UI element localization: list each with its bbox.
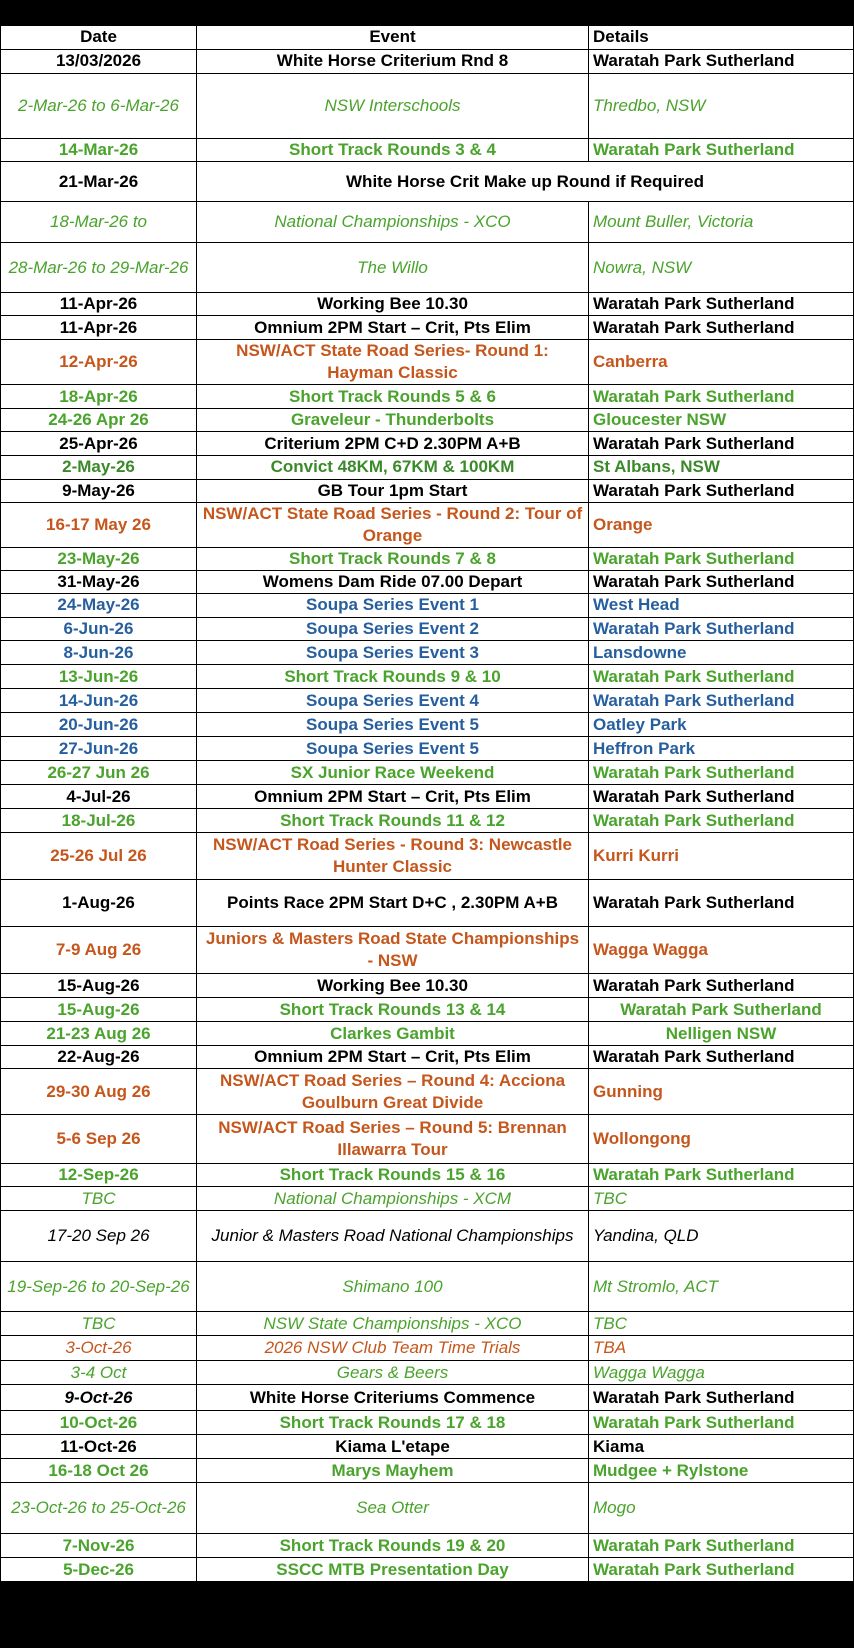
date-cell: 27-Jun-26	[1, 737, 197, 761]
date-cell: 11-Apr-26	[1, 293, 197, 316]
event-cell: Clarkes Gambit	[197, 1022, 589, 1046]
date-cell: 9-May-26	[1, 479, 197, 502]
empty-cell	[589, 1606, 854, 1632]
details-cell: Gunning	[589, 1069, 854, 1115]
table-row	[1, 1411, 854, 1435]
date-cell: 26-27 Jun 26	[1, 761, 197, 785]
details-cell: Waratah Park Sutherland	[589, 547, 854, 570]
event-cell: Short Track Rounds 13 & 14	[197, 998, 589, 1022]
event-cell: NSW/ACT Road Series – Round 5: Brennan Illawarra Tour	[197, 1115, 589, 1164]
event-cell: Kiama L'etape	[197, 1435, 589, 1459]
table-row	[1, 243, 854, 293]
event-cell: Omnium 2PM Start – Crit, Pts Elim	[197, 316, 589, 340]
table-row	[1, 594, 854, 618]
details-cell: Wagga Wagga	[589, 927, 854, 974]
table-row	[1, 74, 854, 139]
event-cell: National Championships - XCO	[197, 202, 589, 243]
date-cell: 15-Aug-26	[1, 998, 197, 1022]
details-cell: Gloucester NSW	[589, 409, 854, 432]
header-row	[1, 26, 854, 50]
date-cell: 14-Mar-26	[1, 139, 197, 162]
event-cell: Soupa Series Event 5	[197, 737, 589, 761]
details-cell: Waratah Park Sutherland	[589, 1534, 854, 1558]
date-cell: 25-Apr-26	[1, 432, 197, 456]
date-cell: TBC	[1, 1187, 197, 1211]
table-row	[1, 618, 854, 641]
event-cell: Working Bee 10.30	[197, 293, 589, 316]
date-cell: 23-May-26	[1, 547, 197, 570]
event-cell: Soupa Series Event 1	[197, 594, 589, 618]
event-cell: Short Track Rounds 3 & 4	[197, 139, 589, 162]
top-black-band	[0, 0, 854, 25]
table-row	[1, 1435, 854, 1459]
table-row	[1, 1385, 854, 1411]
details-cell: Waratah Park Sutherland	[589, 618, 854, 641]
empty-cell	[589, 1582, 854, 1606]
event-cell: The Willo	[197, 243, 589, 293]
date-cell: 12-Apr-26	[1, 340, 197, 385]
table-row	[1, 202, 854, 243]
table-row	[1, 974, 854, 998]
empty-row	[1, 1582, 854, 1606]
event-cell: Short Track Rounds 15 & 16	[197, 1164, 589, 1187]
event-cell: Working Bee 10.30	[197, 974, 589, 998]
details-cell: Waratah Park Sutherland	[589, 1164, 854, 1187]
event-cell: NSW/ACT State Road Series- Round 1: Hayman Classic	[197, 340, 589, 385]
date-cell: 31-May-26	[1, 570, 197, 593]
event-cell: Short Track Rounds 11 & 12	[197, 809, 589, 833]
table-row	[1, 809, 854, 833]
events-body	[1, 50, 854, 1582]
table-row	[1, 1558, 854, 1582]
event-cell: Gears & Beers	[197, 1361, 589, 1385]
event-cell: Soupa Series Event 5	[197, 713, 589, 737]
date-cell: 5-Dec-26	[1, 1558, 197, 1582]
event-cell: NSW/ACT Road Series – Round 4: Acciona Goulburn Great Divide	[197, 1069, 589, 1115]
date-cell: 2-Mar-26 to 6-Mar-26	[1, 74, 197, 139]
date-cell: 4-Jul-26	[1, 785, 197, 809]
event-cell: NSW State Championships - XCO	[197, 1312, 589, 1336]
table-row	[1, 713, 854, 737]
event-cell: Sea Otter	[197, 1483, 589, 1534]
event-cell: Omnium 2PM Start – Crit, Pts Elim	[197, 785, 589, 809]
table-row	[1, 479, 854, 502]
table-row	[1, 1164, 854, 1187]
header-date: Date	[1, 26, 197, 50]
details-cell: Waratah Park Sutherland	[589, 139, 854, 162]
event-cell: Graveleur - Thunderbolts	[197, 409, 589, 432]
details-cell: Waratah Park Sutherland	[589, 761, 854, 785]
table-row	[1, 547, 854, 570]
date-cell: 1-Aug-26	[1, 880, 197, 927]
details-cell: Waratah Park Sutherland	[589, 880, 854, 927]
date-cell: 3-4 Oct	[1, 1361, 197, 1385]
details-cell: Waratah Park Sutherland	[589, 385, 854, 409]
date-cell: 18-Apr-26	[1, 385, 197, 409]
date-cell: 3-Oct-26	[1, 1336, 197, 1361]
header-event: Event	[197, 26, 589, 50]
table-row	[1, 665, 854, 689]
event-cell: Points Race 2PM Start D+C , 2.30PM A+B	[197, 880, 589, 927]
event-cell: Soupa Series Event 3	[197, 641, 589, 665]
date-cell: 7-9 Aug 26	[1, 927, 197, 974]
table-row	[1, 1187, 854, 1211]
table-row	[1, 385, 854, 409]
details-cell: TBC	[589, 1312, 854, 1336]
date-cell: 6-Jun-26	[1, 618, 197, 641]
details-cell: Mogo	[589, 1483, 854, 1534]
event-cell: Short Track Rounds 9 & 10	[197, 665, 589, 689]
table-row	[1, 927, 854, 974]
details-cell: West Head	[589, 594, 854, 618]
date-cell: 23-Oct-26 to 25-Oct-26	[1, 1483, 197, 1534]
table-row	[1, 880, 854, 927]
event-cell: Short Track Rounds 19 & 20	[197, 1534, 589, 1558]
date-cell: TBC	[1, 1312, 197, 1336]
event-cell: Soupa Series Event 2	[197, 618, 589, 641]
empty-cell	[1, 1606, 589, 1632]
date-cell: 7-Nov-26	[1, 1534, 197, 1558]
date-cell: 18-Jul-26	[1, 809, 197, 833]
event-cell: 2026 NSW Club Team Time Trials	[197, 1336, 589, 1361]
header-details: Details	[589, 26, 854, 50]
details-cell: Mount Buller, Victoria	[589, 202, 854, 243]
event-cell: Soupa Series Event 4	[197, 689, 589, 713]
event-cell: Convict 48KM, 67KM & 100KM	[197, 456, 589, 479]
table-row	[1, 737, 854, 761]
event-cell: Omnium 2PM Start – Crit, Pts Elim	[197, 1046, 589, 1069]
details-cell: Thredbo, NSW	[589, 74, 854, 139]
details-cell: Orange	[589, 502, 854, 547]
table-row	[1, 785, 854, 809]
table-row	[1, 1483, 854, 1534]
table-row	[1, 1046, 854, 1069]
date-cell: 29-30 Aug 26	[1, 1069, 197, 1115]
table-row	[1, 570, 854, 593]
event-cell: SX Junior Race Weekend	[197, 761, 589, 785]
details-cell: Waratah Park Sutherland	[589, 293, 854, 316]
event-cell: White Horse Criterium Rnd 8	[197, 50, 589, 74]
table-row	[1, 1534, 854, 1558]
details-cell: Kiama	[589, 1435, 854, 1459]
date-cell: 11-Apr-26	[1, 316, 197, 340]
details-cell: Waratah Park Sutherland	[589, 974, 854, 998]
details-cell: Waratah Park Sutherland	[589, 1385, 854, 1411]
event-cell: National Championships - XCM	[197, 1187, 589, 1211]
details-cell: TBA	[589, 1336, 854, 1361]
details-cell: Wollongong	[589, 1115, 854, 1164]
table-row	[1, 340, 854, 385]
table-row	[1, 1312, 854, 1336]
event-cell: Juniors & Masters Road State Championships - NSW	[197, 927, 589, 974]
details-cell: Waratah Park Sutherland	[589, 665, 854, 689]
event-cell: Shimano 100	[197, 1262, 589, 1312]
details-cell: Waratah Park Sutherland	[589, 689, 854, 713]
table-row	[1, 293, 854, 316]
table-row	[1, 998, 854, 1022]
details-cell: Heffron Park	[589, 737, 854, 761]
details-cell: Yandina, QLD	[589, 1211, 854, 1262]
details-cell: Waratah Park Sutherland	[589, 1411, 854, 1435]
date-cell: 5-6 Sep 26	[1, 1115, 197, 1164]
table-row	[1, 139, 854, 162]
date-cell: 9-Oct-26	[1, 1385, 197, 1411]
details-cell: Oatley Park	[589, 713, 854, 737]
event-cell: GB Tour 1pm Start	[197, 479, 589, 502]
date-cell: 16-18 Oct 26	[1, 1459, 197, 1483]
table-row	[1, 1022, 854, 1046]
date-cell: 16-17 May 26	[1, 502, 197, 547]
table-row	[1, 1069, 854, 1115]
details-cell: Nelligen NSW	[589, 1022, 854, 1046]
table-row	[1, 1459, 854, 1483]
event-cell: Marys Mayhem	[197, 1459, 589, 1483]
details-cell: Waratah Park Sutherland	[589, 50, 854, 74]
date-cell: 25-26 Jul 26	[1, 833, 197, 880]
details-cell: Waratah Park Sutherland	[589, 1046, 854, 1069]
event-cell: NSW Interschools	[197, 74, 589, 139]
details-cell: Waratah Park Sutherland	[589, 809, 854, 833]
date-cell: 10-Oct-26	[1, 1411, 197, 1435]
details-cell: Waratah Park Sutherland	[589, 998, 854, 1022]
date-cell: 21-23 Aug 26	[1, 1022, 197, 1046]
events-table	[0, 25, 854, 1632]
table-row	[1, 761, 854, 785]
table-row	[1, 1211, 854, 1262]
details-cell: Mudgee + Rylstone	[589, 1459, 854, 1483]
details-cell: Canberra	[589, 340, 854, 385]
details-cell: St Albans, NSW	[589, 456, 854, 479]
details-cell: Waratah Park Sutherland	[589, 432, 854, 456]
date-cell: 28-Mar-26 to 29-Mar-26	[1, 243, 197, 293]
event-cell: Short Track Rounds 5 & 6	[197, 385, 589, 409]
date-cell: 19-Sep-26 to 20-Sep-26	[1, 1262, 197, 1312]
date-cell: 11-Oct-26	[1, 1435, 197, 1459]
table-row	[1, 833, 854, 880]
date-cell: 21-Mar-26	[1, 162, 197, 202]
details-cell: Waratah Park Sutherland	[589, 316, 854, 340]
table-row	[1, 502, 854, 547]
event-cell: Criterium 2PM C+D 2.30PM A+B	[197, 432, 589, 456]
details-cell: Waratah Park Sutherland	[589, 479, 854, 502]
date-cell: 2-May-26	[1, 456, 197, 479]
date-cell: 17-20 Sep 26	[1, 1211, 197, 1262]
table-row	[1, 1262, 854, 1312]
details-cell: Wagga Wagga	[589, 1361, 854, 1385]
table-row	[1, 409, 854, 432]
table-row	[1, 456, 854, 479]
event-cell: Junior & Masters Road National Championships	[197, 1211, 589, 1262]
event-cell: SSCC MTB Presentation Day	[197, 1558, 589, 1582]
table-row	[1, 1361, 854, 1385]
table-row	[1, 641, 854, 665]
empty-cell	[1, 1582, 197, 1606]
date-cell: 13/03/2026	[1, 50, 197, 74]
table-row	[1, 50, 854, 74]
event-cell: NSW/ACT State Road Series - Round 2: Tour of Orange	[197, 502, 589, 547]
event-cell: White Horse Criteriums Commence	[197, 1385, 589, 1411]
event-cell: Short Track Rounds 17 & 18	[197, 1411, 589, 1435]
empty-cell	[197, 1582, 589, 1606]
date-cell: 14-Jun-26	[1, 689, 197, 713]
empty-row	[1, 1606, 854, 1632]
details-cell: Waratah Park Sutherland	[589, 785, 854, 809]
table-row	[1, 162, 854, 202]
details-cell: Waratah Park Sutherland	[589, 570, 854, 593]
date-cell: 8-Jun-26	[1, 641, 197, 665]
details-cell: Kurri Kurri	[589, 833, 854, 880]
date-cell: 12-Sep-26	[1, 1164, 197, 1187]
event-cell: White Horse Crit Make up Round if Required	[197, 162, 854, 202]
table-row	[1, 1115, 854, 1164]
date-cell: 15-Aug-26	[1, 974, 197, 998]
table-row	[1, 432, 854, 456]
details-cell: Waratah Park Sutherland	[589, 1558, 854, 1582]
details-cell: Nowra, NSW	[589, 243, 854, 293]
date-cell: 24-26 Apr 26	[1, 409, 197, 432]
date-cell: 20-Jun-26	[1, 713, 197, 737]
date-cell: 18-Mar-26 to	[1, 202, 197, 243]
table-row	[1, 1336, 854, 1361]
details-cell: Mt Stromlo, ACT	[589, 1262, 854, 1312]
date-cell: 24-May-26	[1, 594, 197, 618]
details-cell: Lansdowne	[589, 641, 854, 665]
date-cell: 22-Aug-26	[1, 1046, 197, 1069]
event-cell: Short Track Rounds 7 & 8	[197, 547, 589, 570]
details-cell: TBC	[589, 1187, 854, 1211]
table-row	[1, 316, 854, 340]
event-cell: NSW/ACT Road Series - Round 3: Newcastle Hunter Classic	[197, 833, 589, 880]
date-cell: 13-Jun-26	[1, 665, 197, 689]
table-row	[1, 689, 854, 713]
event-cell: Womens Dam Ride 07.00 Depart	[197, 570, 589, 593]
